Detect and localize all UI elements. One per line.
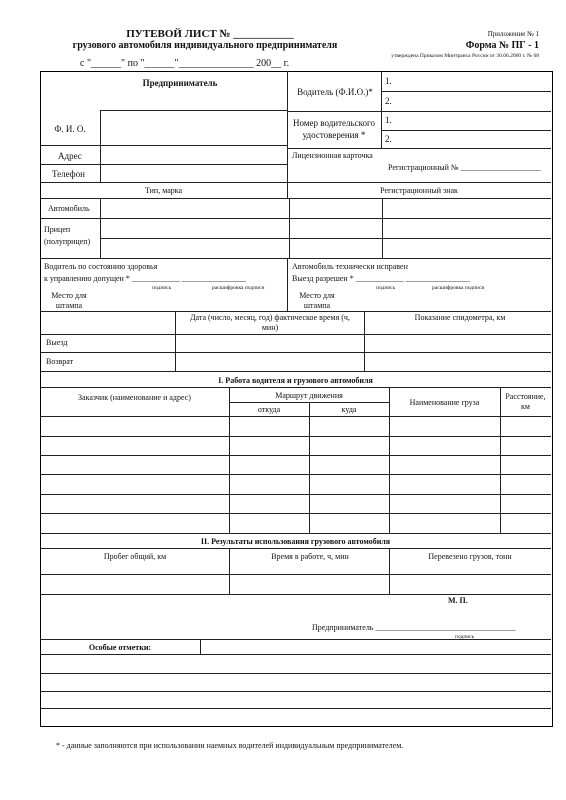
line bbox=[40, 548, 551, 549]
line bbox=[287, 148, 551, 149]
entrepreneur-signature-line: Предприниматель ___________________________________ bbox=[312, 623, 516, 632]
driver-number-1: 1. bbox=[385, 76, 392, 86]
driver-health-label: Водитель по состоянию здоровья bbox=[44, 262, 158, 271]
trip-date-header: Дата (число, месяц, год) фактическое время (ч, мин) bbox=[190, 313, 350, 332]
route-from-header: откуда bbox=[257, 405, 281, 414]
line bbox=[40, 198, 551, 199]
line bbox=[40, 258, 551, 259]
line bbox=[40, 494, 551, 495]
appendix-label: Приложение № 1 bbox=[487, 30, 539, 38]
stamp-place-1: Место для штампа bbox=[51, 291, 87, 310]
license-number-2: 2. bbox=[385, 134, 392, 144]
line bbox=[175, 311, 176, 371]
approval-note: утверждена Приказом Минтранса России от 30.06.2000 г. № 68 bbox=[391, 53, 539, 59]
line bbox=[100, 110, 101, 182]
route-to-header: куда bbox=[341, 405, 357, 414]
exit-row-label: Выезд bbox=[46, 338, 68, 347]
cargo-header: Наименование груза bbox=[409, 398, 480, 407]
section-1-title: I. Работа водителя и грузового автомобиля bbox=[218, 376, 373, 385]
distance-header: Расстояние, км bbox=[505, 392, 546, 411]
line bbox=[100, 110, 287, 111]
line bbox=[287, 71, 288, 182]
license-number-1: 1. bbox=[385, 115, 392, 125]
signature-caption: подпись bbox=[455, 634, 475, 640]
exit-sign-caption: подпись bbox=[376, 285, 396, 291]
special-notes-label: Особые отметки: bbox=[88, 643, 152, 652]
work-time-header: Время в работе, ч, мин bbox=[271, 552, 349, 561]
line bbox=[40, 182, 551, 183]
line bbox=[40, 371, 551, 372]
reg-sign-header: Регистрационный знак bbox=[380, 186, 458, 195]
line bbox=[229, 402, 389, 403]
return-row-label: Возврат bbox=[46, 357, 74, 366]
line bbox=[40, 708, 551, 709]
line bbox=[100, 238, 551, 239]
line bbox=[200, 639, 201, 654]
route-header: Маршрут движения bbox=[275, 391, 343, 400]
line bbox=[287, 258, 288, 311]
license-card-label: Лицензионная карточка bbox=[292, 151, 373, 160]
line bbox=[40, 673, 551, 674]
license-label: Номер водительского удостоверения * bbox=[293, 118, 375, 140]
line bbox=[40, 352, 551, 353]
admitted-line: к управлению допущен * ____________ ________________ bbox=[44, 274, 246, 283]
exit-allowed-line: Выезд разрешен * ____________ ________________ bbox=[292, 274, 470, 283]
customer-header: Заказчик (наименование и адрес) bbox=[78, 393, 191, 402]
line bbox=[40, 691, 551, 692]
line bbox=[40, 334, 551, 335]
line bbox=[381, 91, 551, 92]
reg-number-label: Регистрационный № ____________________ bbox=[388, 163, 541, 172]
line bbox=[40, 594, 551, 595]
form-number: Форма № ПГ - 1 bbox=[465, 40, 539, 51]
line bbox=[40, 639, 551, 640]
trailer-label: Прицеп (полуприцеп) bbox=[44, 225, 91, 246]
line bbox=[40, 455, 551, 456]
line bbox=[40, 311, 551, 312]
section-2-title: II. Результаты использования грузового автомобиля bbox=[200, 537, 391, 546]
line bbox=[40, 574, 551, 575]
line bbox=[40, 654, 551, 655]
line bbox=[381, 130, 551, 131]
line bbox=[40, 416, 551, 417]
car-label: Автомобиль bbox=[48, 204, 90, 213]
line bbox=[40, 164, 287, 165]
line bbox=[289, 198, 290, 258]
period-line: с "______" по "______"_______________ 200__ г. bbox=[80, 58, 290, 69]
footnote: * - данные заполняются при использовании наемных водителей индивидуальным предпринимателем. bbox=[56, 741, 404, 750]
line bbox=[40, 387, 551, 388]
stamp-mp: М. П. bbox=[448, 596, 468, 605]
odometer-header: Показание спидометра, км bbox=[414, 313, 506, 322]
line bbox=[287, 111, 551, 112]
phone-label: Телефон bbox=[52, 169, 85, 179]
tech-ok-label: Автомобиль технически исправен bbox=[292, 262, 408, 271]
line bbox=[40, 513, 551, 514]
driver-number-2: 2. bbox=[385, 96, 392, 106]
line bbox=[40, 533, 551, 534]
stamp-place-2: Место для штампа bbox=[299, 291, 335, 310]
line bbox=[389, 387, 390, 533]
form-subtitle: грузового автомобиля индивидуального предпринимателя bbox=[72, 40, 338, 51]
line bbox=[381, 71, 382, 148]
line bbox=[40, 436, 551, 437]
entrepreneur-label: Предприниматель bbox=[142, 78, 218, 88]
line bbox=[382, 198, 383, 258]
form-title: ПУТЕВОЙ ЛИСТ № ___________ bbox=[126, 28, 294, 40]
driver-label: Водитель (Ф.И.О.)* bbox=[297, 87, 373, 97]
line bbox=[100, 198, 101, 258]
line bbox=[364, 311, 365, 371]
line bbox=[40, 218, 551, 219]
exit-decode-caption: расшифровка подписи bbox=[432, 285, 485, 291]
type-brand-header: Тип, марка bbox=[144, 186, 183, 195]
fio-label: Ф. И. О. bbox=[54, 124, 86, 134]
admitted-decode-caption: расшифровка подписи bbox=[212, 285, 265, 291]
line bbox=[229, 548, 230, 594]
line bbox=[40, 145, 287, 146]
transported-header: Перевезено грузов, тонн bbox=[428, 552, 512, 561]
address-label: Адрес bbox=[58, 151, 82, 161]
line bbox=[40, 474, 551, 475]
line bbox=[389, 548, 390, 594]
mileage-header: Пробег общий, км bbox=[103, 552, 167, 561]
admitted-sign-caption: подпись bbox=[152, 285, 172, 291]
